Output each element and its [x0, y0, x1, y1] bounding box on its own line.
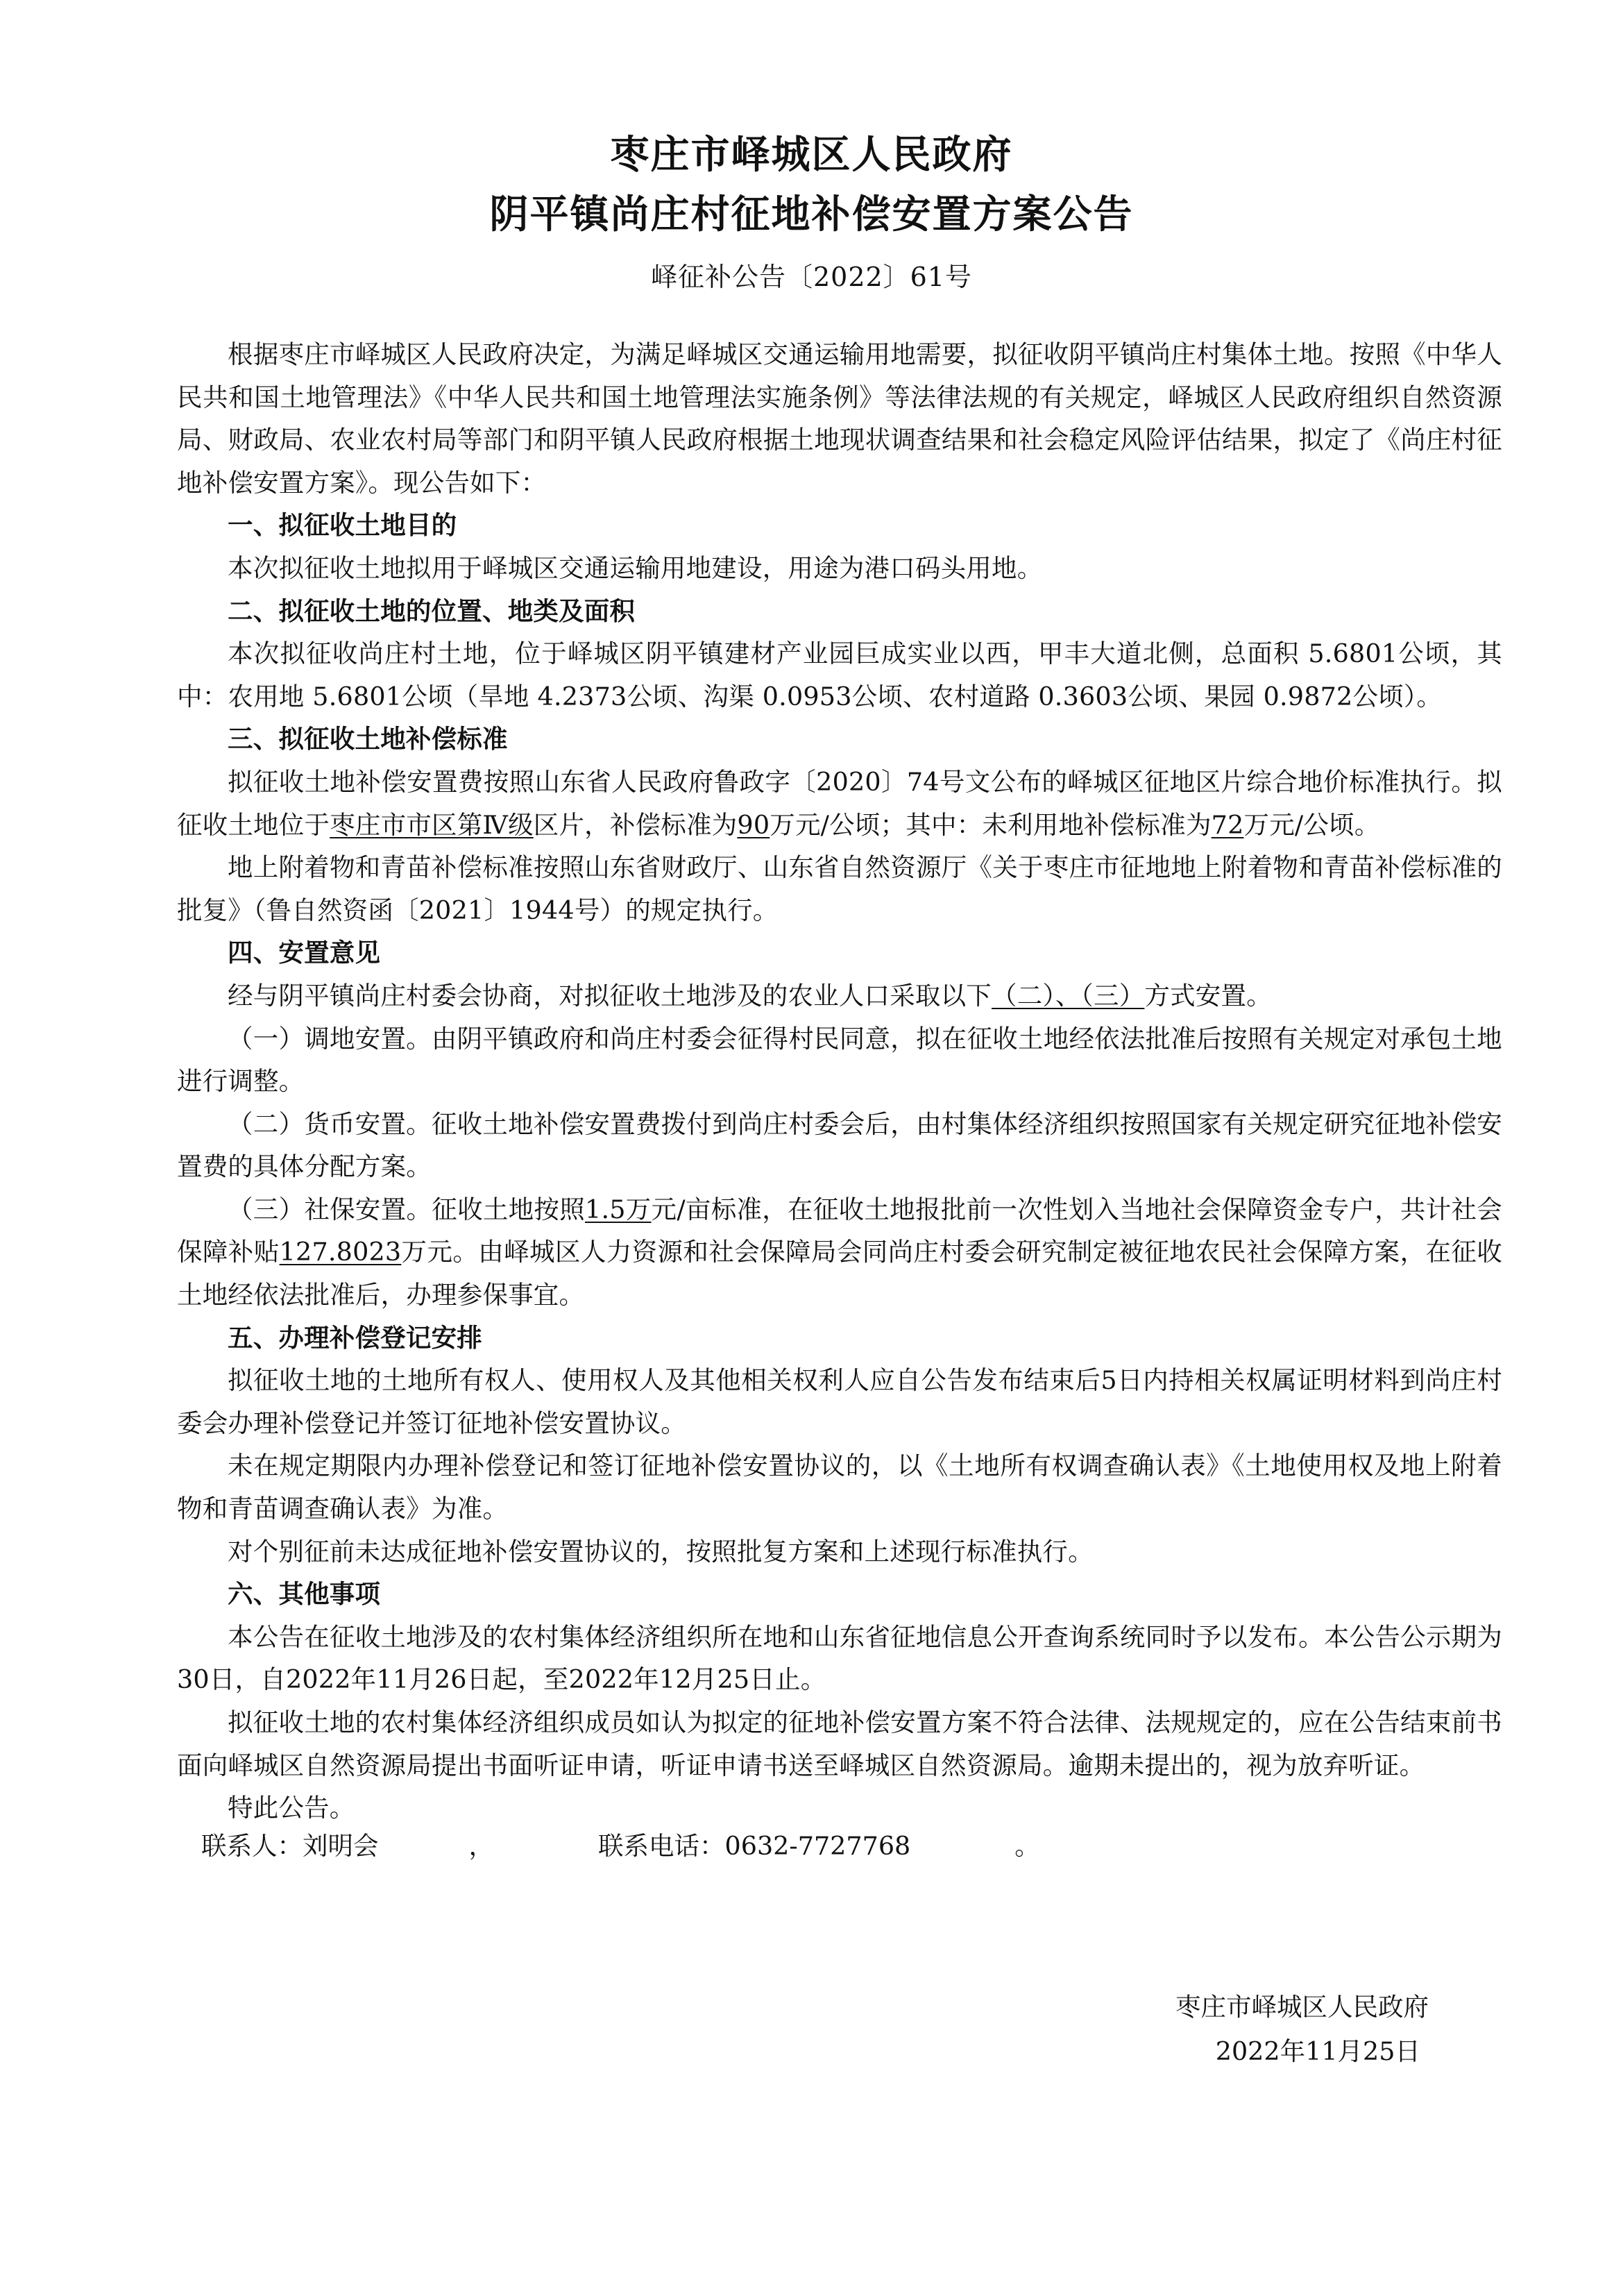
text-span: 万元。由峄城区人力资源和社会保障局会同尚庄村委会研究制定被征地农民社会保障方案，在征收土地经依法批准后，办理参保事宜。	[177, 1237, 1502, 1310]
text-span: 经与阴平镇尚庄村委会协商，对拟征收土地涉及的农业人口采取以下	[228, 980, 992, 1011]
contact-person-label: 联系人：	[201, 1831, 303, 1861]
section-3-paragraph-2: 地上附着物和青苗补偿标准按照山东省财政厅、山东省自然资源厅《关于枣庄市征地地上附着物和青苗补偿标准的批复》（鲁自然资函〔2021〕1944号）的规定执行。	[177, 852, 1502, 925]
text-span: 区片，补偿标准为	[533, 809, 738, 840]
section-6-heading: 六、其他事项	[228, 1579, 381, 1610]
text-span: （三）社保安置。征收土地按照	[228, 1194, 586, 1224]
text-span: 拟征收土地补偿安置费按照山东省人民政府鲁政字〔2020〕74号文公布的峄城区征地区片综合地价标准执行。拟征收土地位于	[177, 766, 1502, 840]
signature-date: 2022年11月25日	[1215, 2036, 1420, 2066]
zone-level-value: 枣庄市市区第Ⅳ级	[330, 809, 534, 840]
closing-statement: 特此公告。	[228, 1793, 355, 1823]
section-2-heading: 二、拟征收土地的位置、地类及面积	[228, 596, 636, 626]
contact-person: 刘明会	[303, 1831, 379, 1861]
section-5-paragraph-1: 拟征收土地的土地所有权人、使用权人及其他相关权利人应自公告发布结束后5日内持相关权属证明材料到尚庄村委会办理补偿登记并签订征地补偿安置协议。	[177, 1365, 1502, 1438]
text-span: 万元/公顷。	[1243, 809, 1380, 840]
section-1-paragraph: 本次拟征收土地拟用于峄城区交通运输用地建设，用途为港口码头用地。	[228, 552, 1043, 583]
contact-end: 。	[1014, 1831, 1040, 1861]
section-3-paragraph-1	[177, 761, 1502, 846]
signature-organization: 枣庄市峄城区人民政府	[1175, 1992, 1429, 2022]
contact-separator: ，	[468, 1831, 494, 1861]
contact-phone-label: 联系电话：	[598, 1831, 725, 1861]
resettlement-methods-value: （二）、（三）	[992, 980, 1145, 1011]
title-line-1: 枣庄市峄城区人民政府	[610, 132, 1013, 178]
text-span: 方式安置。	[1144, 980, 1272, 1011]
section-4-paragraph-1	[177, 974, 1502, 1018]
section-6-paragraph-1: 本公告在征收土地涉及的农村集体经济组织所在地和山东省征地信息公开查询系统同时予以发布。本公告公示期为30日，自2022年11月26日起，至2022年12月25日止。	[177, 1621, 1502, 1695]
social-security-total-value: 127.8023	[279, 1237, 402, 1267]
document-number: 峄征补公告〔2022〕61号	[650, 262, 973, 292]
notice-body	[177, 333, 1502, 1830]
compensation-standard-value: 90	[737, 809, 770, 840]
text-span: 万元/公顷；其中：未利用地补偿标准为	[770, 809, 1212, 840]
section-4-paragraph-3: （二）货币安置。征收土地补偿安置费拨付到尚庄村委会后，由村集体经济组织按照国家有关规定研究征地补偿安置费的具体分配方案。	[177, 1108, 1502, 1182]
contact-phone: 0632-7727768	[724, 1831, 911, 1861]
section-4-heading: 四、安置意见	[228, 938, 381, 968]
text-span: 元/亩标准，在征收土地报批前一次性划入当地社会保障资金专户，共计社会保障补贴	[177, 1194, 1502, 1267]
contact-line	[201, 1827, 1040, 1866]
section-4-paragraph-2: （一）调地安置。由阴平镇政府和尚庄村委会征得村民同意，拟在征收土地经依法批准后按照有关规定对承包土地进行调整。	[177, 1023, 1502, 1097]
section-5-heading: 五、办理补偿登记安排	[228, 1322, 482, 1353]
section-3-heading: 三、拟征收土地补偿标准	[228, 724, 508, 754]
section-6-paragraph-2: 拟征收土地的农村集体经济组织成员如认为拟定的征地补偿安置方案不符合法律、法规规定的，应在公告结束前书面向峄城区自然资源局提出书面听证申请，听证申请书送至峄城区自然资源局。逾期未提出的，视为放弃听证。	[177, 1707, 1502, 1780]
unused-land-standard-value: 72	[1211, 809, 1244, 840]
social-security-rate-value: 1.5万	[585, 1194, 652, 1224]
section-5-paragraph-3: 对个别征前未达成征地补偿安置协议的，按照批复方案和上述现行标准执行。	[228, 1536, 1094, 1567]
section-2-paragraph: 本次拟征收尚庄村土地，位于峄城区阴平镇建材产业园巨成实业以西，甲丰大道北侧，总面积 5.6801公顷，其中：农用地 5.6801公顷（旱地 4.2373公顷、沟渠 0.0953公顷、农村道路 0.3603公顷、果园 0.9872公顷）。	[177, 639, 1502, 711]
title-line-2: 阴平镇尚庄村征地补偿安置方案公告	[489, 192, 1134, 237]
section-4-paragraph-4	[177, 1188, 1502, 1317]
intro-paragraph: 根据枣庄市峄城区人民政府决定，为满足峄城区交通运输用地需要，拟征收阴平镇尚庄村集体土地。按照《中华人民共和国土地管理法》《中华人民共和国土地管理法实施条例》等法律法规的有关规定，峄城区人民政府组织自然资源局、财政局、农业农村局等部门和阴平镇人民政府根据土地现状调查结果和社会稳定风险评估结果，拟定了《尚庄村征地补偿安置方案》。现公告如下：	[177, 339, 1502, 498]
section-1-heading: 一、拟征收土地目的	[228, 510, 457, 541]
section-5-paragraph-2: 未在规定期限内办理补偿登记和签订征地补偿安置协议的，以《土地所有权调查确认表》《土地使用权及地上附着物和青苗调查确认表》为准。	[177, 1451, 1502, 1524]
